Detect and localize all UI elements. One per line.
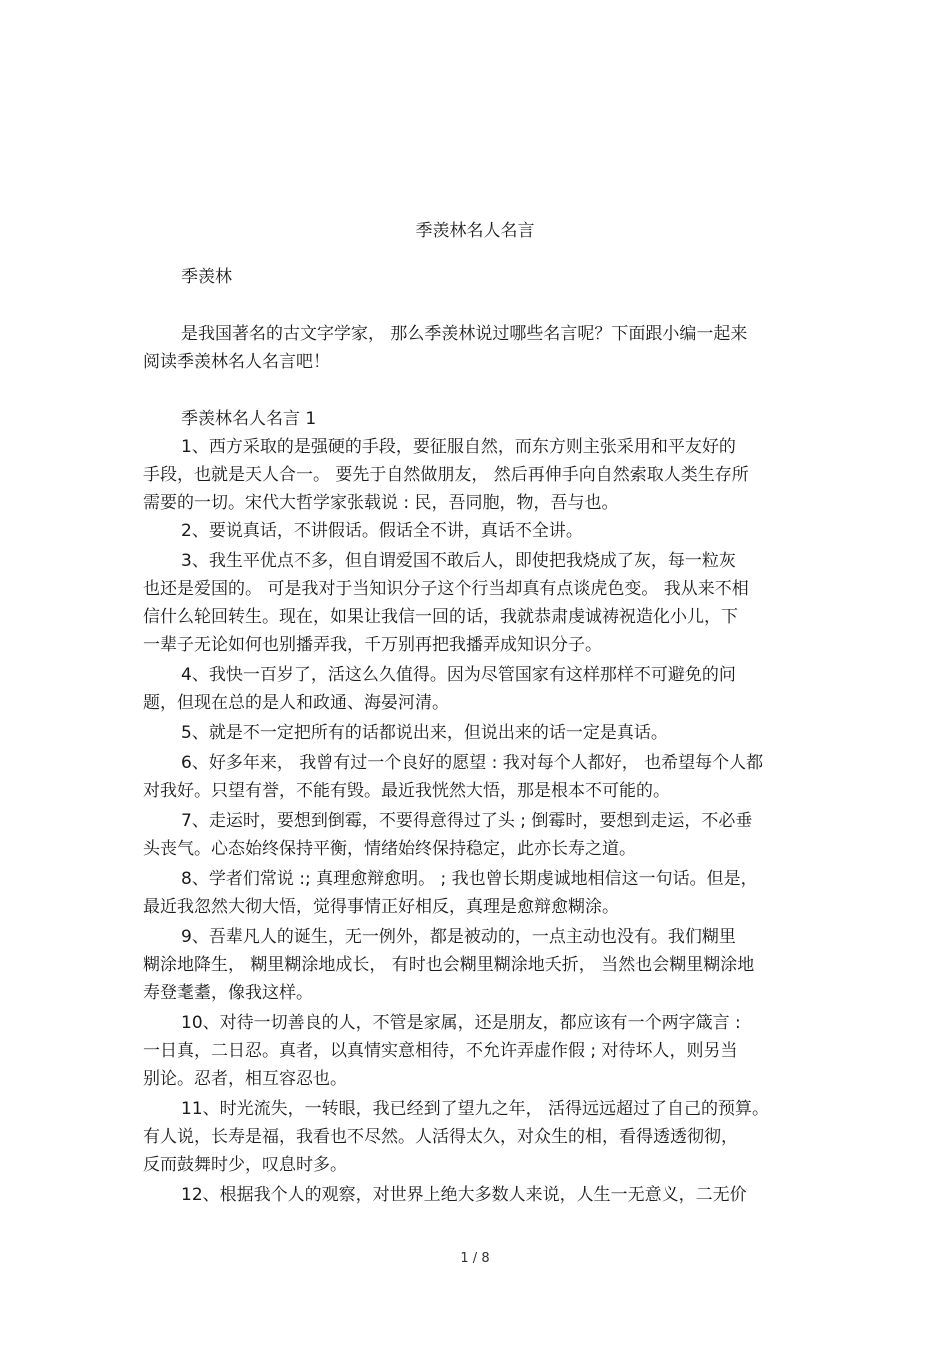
quote-line: 8、学者们常说 :; 真理愈辩愈明。 ; 我也曾长期虔诚地相信这一句话。但是， <box>181 869 758 889</box>
page-number: 1 / 8 <box>460 1251 490 1266</box>
quote-line: 一日真，二日忍。真者，以真情实意相待，不允许弄虚作假 ; 对待坏人，则另当 <box>143 1041 738 1061</box>
quote-line: 10、对待一切善良的人，不管是家属，还是朋友，都应该有一个两字箴言 : <box>181 1013 741 1033</box>
quote-line: 6、好多年来， 我曾有过一个良好的愿望 : 我对每个人都好， 也希望每个人都 <box>181 753 764 773</box>
quote-line: 12、根据我个人的观察，对世界上绝大多数人来说，人生一无意义，二无价 <box>181 1185 747 1205</box>
document-title: 季羡林名人名言 <box>415 221 535 241</box>
section-heading: 季羡林名人名言 1 <box>181 409 317 429</box>
quote-line: 别论。忍者，相互容忍也。 <box>143 1069 347 1089</box>
quote-line: 反而鼓舞时少，叹息时多。 <box>143 1155 347 1175</box>
quote-line: 手段，也就是天人合一。 要先于自然做朋友， 然后再伸手向自然索取人类生存所 <box>143 465 749 485</box>
quote-line: 5、就是不一定把所有的话都说出来，但说出来的话一定是真话。 <box>181 723 668 743</box>
quote-line: 头丧气。心态始终保持平衡，情绪始终保持稳定，此亦长寿之道。 <box>143 839 636 859</box>
quote-line: 对我好。只望有誉，不能有毁。最近我恍然大悟，那是根本不可能的。 <box>143 781 670 801</box>
quote-line: 3、我生平优点不多，但自谓爱国不敢后人，即使把我烧成了灰，每一粒灰 <box>181 551 736 571</box>
quote-line: 需要的一切。宋代大哲学家张载说 : 民，吾同胞，物，吾与也。 <box>143 493 619 513</box>
quote-line: 2、要说真话，不讲假话。假话全不讲，真话不全讲。 <box>181 521 583 541</box>
quote-line: 寿登耄耋，像我这样。 <box>143 983 313 1003</box>
quote-line: 最近我忽然大彻大悟，觉得事情正好相反，真理是愈辩愈糊涂。 <box>143 897 619 917</box>
quote-line: 一辈子无论如何也别播弄我，千万别再把我播弄成知识分子。 <box>143 635 602 655</box>
quote-line: 糊涂地降生， 糊里糊涂地成长， 有时也会糊里糊涂地夭折， 当然也会糊里糊涂地 <box>143 955 755 975</box>
intro-line: 是我国著名的古文字学家， 那么季羡林说过哪些名言呢？下面跟小编一起来 <box>181 324 748 344</box>
intro-line: 阅读季羡林名人名言吧！ <box>143 352 330 372</box>
quote-line: 9、吾辈凡人的诞生，无一例外，都是被动的，一点主动也没有。我们糊里 <box>181 927 736 947</box>
quote-line: 也还是爱国的。 可是我对于当知识分子这个行当却真有点谈虎色变。 我从来不相 <box>143 579 749 599</box>
quote-line: 7、走运时，要想到倒霉，不要得意得过了头 ; 倒霉时，要想到走运，不必垂 <box>181 811 753 831</box>
quote-line: 有人说，长寿是福，我看也不尽然。人活得太久，对众生的相，看得透透彻彻， <box>143 1127 738 1147</box>
quote-line: 4、我快一百岁了，活这么久值得。因为尽管国家有这样那样不可避免的问 <box>181 665 736 685</box>
author-line: 季羡林 <box>181 267 232 287</box>
quote-line: 1、西方采取的是强硬的手段，要征服自然，而东方则主张采用和平友好的 <box>181 437 736 457</box>
quote-line: 题，但现在总的是人和政通、海晏河清。 <box>143 693 449 713</box>
quote-line: 11、时光流失，一转眼，我已经到了望九之年， 活得远远超过了自己的预算。 <box>181 1099 770 1119</box>
quote-line: 信什么轮回转生。现在，如果让我信一回的话，我就恭肃虔诚祷祝造化小儿，下 <box>143 607 738 627</box>
